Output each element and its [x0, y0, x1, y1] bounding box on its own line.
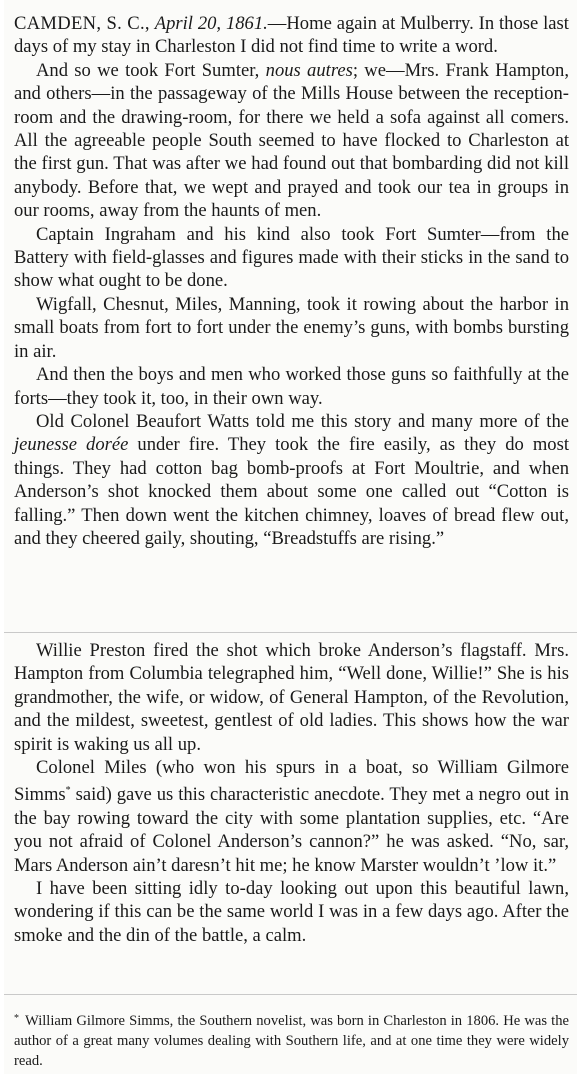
- clipping-upper: [4, 0, 577, 632]
- footnote-reference: *: [65, 785, 71, 797]
- entry-place: CAMDEN, S. C.,: [14, 13, 150, 34]
- paragraph-captain-ingraham: Captain Ingraham and his kind also took Fort Sumter—from the Battery with field-glasses and figures made with their sticks in the sand to show what ought to be done.: [14, 223, 569, 292]
- entry-date: April 20, 1861.: [154, 13, 268, 34]
- paragraph-sitting-idly: I have been sitting idly to-day looking out upon this beautiful lawn, wondering if this can be the same world I was in a few days ago. After the smoke and the din of the battle, a calm.: [14, 878, 569, 946]
- clipping-lower: [4, 632, 577, 994]
- paragraph-text: ; we—Mrs. Frank Hampton, and others—in the passageway of the Mills House between the reception-room and the drawing-room, for there we held a sofa against all comers. All the agreeable people South seemed to have flocked to Charleston at the first gun. That was after we had found out that bombarding did not kill anybody. Before that, we wept and prayed and took our tea in groups in our rooms, away from the haunts of men.: [14, 59, 569, 222]
- paragraph-colonel-miles: [14, 756, 569, 877]
- paragraph-boys-and-men: And then the boys and men who worked those guns so faithfully at the forts—they took it, too, in their own way.: [14, 364, 569, 409]
- diary-entry-opening: [14, 12, 569, 59]
- foreign-phrase: jeunesse dorée: [14, 434, 129, 456]
- paragraph-text: Old Colonel Beaufort Watts told me this story and many more of the: [36, 410, 569, 432]
- footnote-text: William Gilmore Simms, the Southern novelist, was born in Charleston in 1806. He was the author of a great many volumes dealing with Southern life, and at one time they were widely read.: [14, 1013, 569, 1069]
- paragraph-wigfall: Wigfall, Chesnut, Miles, Manning, took it rowing about the harbor in small boats from fort to fort under the enemy’s guns, with bombs bursting in air.: [14, 293, 569, 362]
- footnote-mark: *: [14, 1013, 19, 1024]
- paragraph-text: Colonel Miles (who won his spurs in a boat, so William Gilmore Simms: [14, 757, 569, 806]
- paragraph-willie-preston: Willie Preston fired the shot which broke Anderson’s flagstaff. Mrs. Hampton from Columbia telegraphed him, “Well done, Willie!” She is his grandmother, the wife, or widow, of General Hampton, of the Revolution, and the mildest, sweetest, gentlest of old ladies. This shows how the war spirit is waking us all up.: [14, 640, 569, 755]
- foreign-phrase: nous autres: [265, 59, 353, 81]
- footnote: [14, 1009, 569, 1071]
- paragraph-fort-sumter: [14, 59, 569, 223]
- paragraph-text: And so we took Fort Sumter,: [36, 59, 260, 81]
- paragraph-text: under fire. They took the fire easily, as they do most things. They had cotton bag bomb-proofs at Fort Moultrie, and when Anderson’s shot knocked them about some one called out “Cotton is falling.” Then down went the kitchen chimney, loaves of bread flew out, and they cheered gaily, shouting, “Breadstuffs are rising.”: [14, 434, 569, 549]
- entry-opening-text: —Home again at Mulberry. In those last days of my stay in Charleston I did not find time to write a word.: [14, 13, 569, 58]
- paragraph-colonel-watts: [14, 410, 569, 550]
- paragraph-text: said) gave us this characteristic anecdote. They met a negro out in the bay rowing toward the city with some plantation supplies, etc. “Are you not afraid of Colonel Anderson’s cannon?” he was asked. “No, sar, Mars Anderson ain’t daresn’t hit me; he know Marster wouldn’t ’low it.”: [14, 784, 569, 876]
- footnote-clipping: [4, 994, 577, 1074]
